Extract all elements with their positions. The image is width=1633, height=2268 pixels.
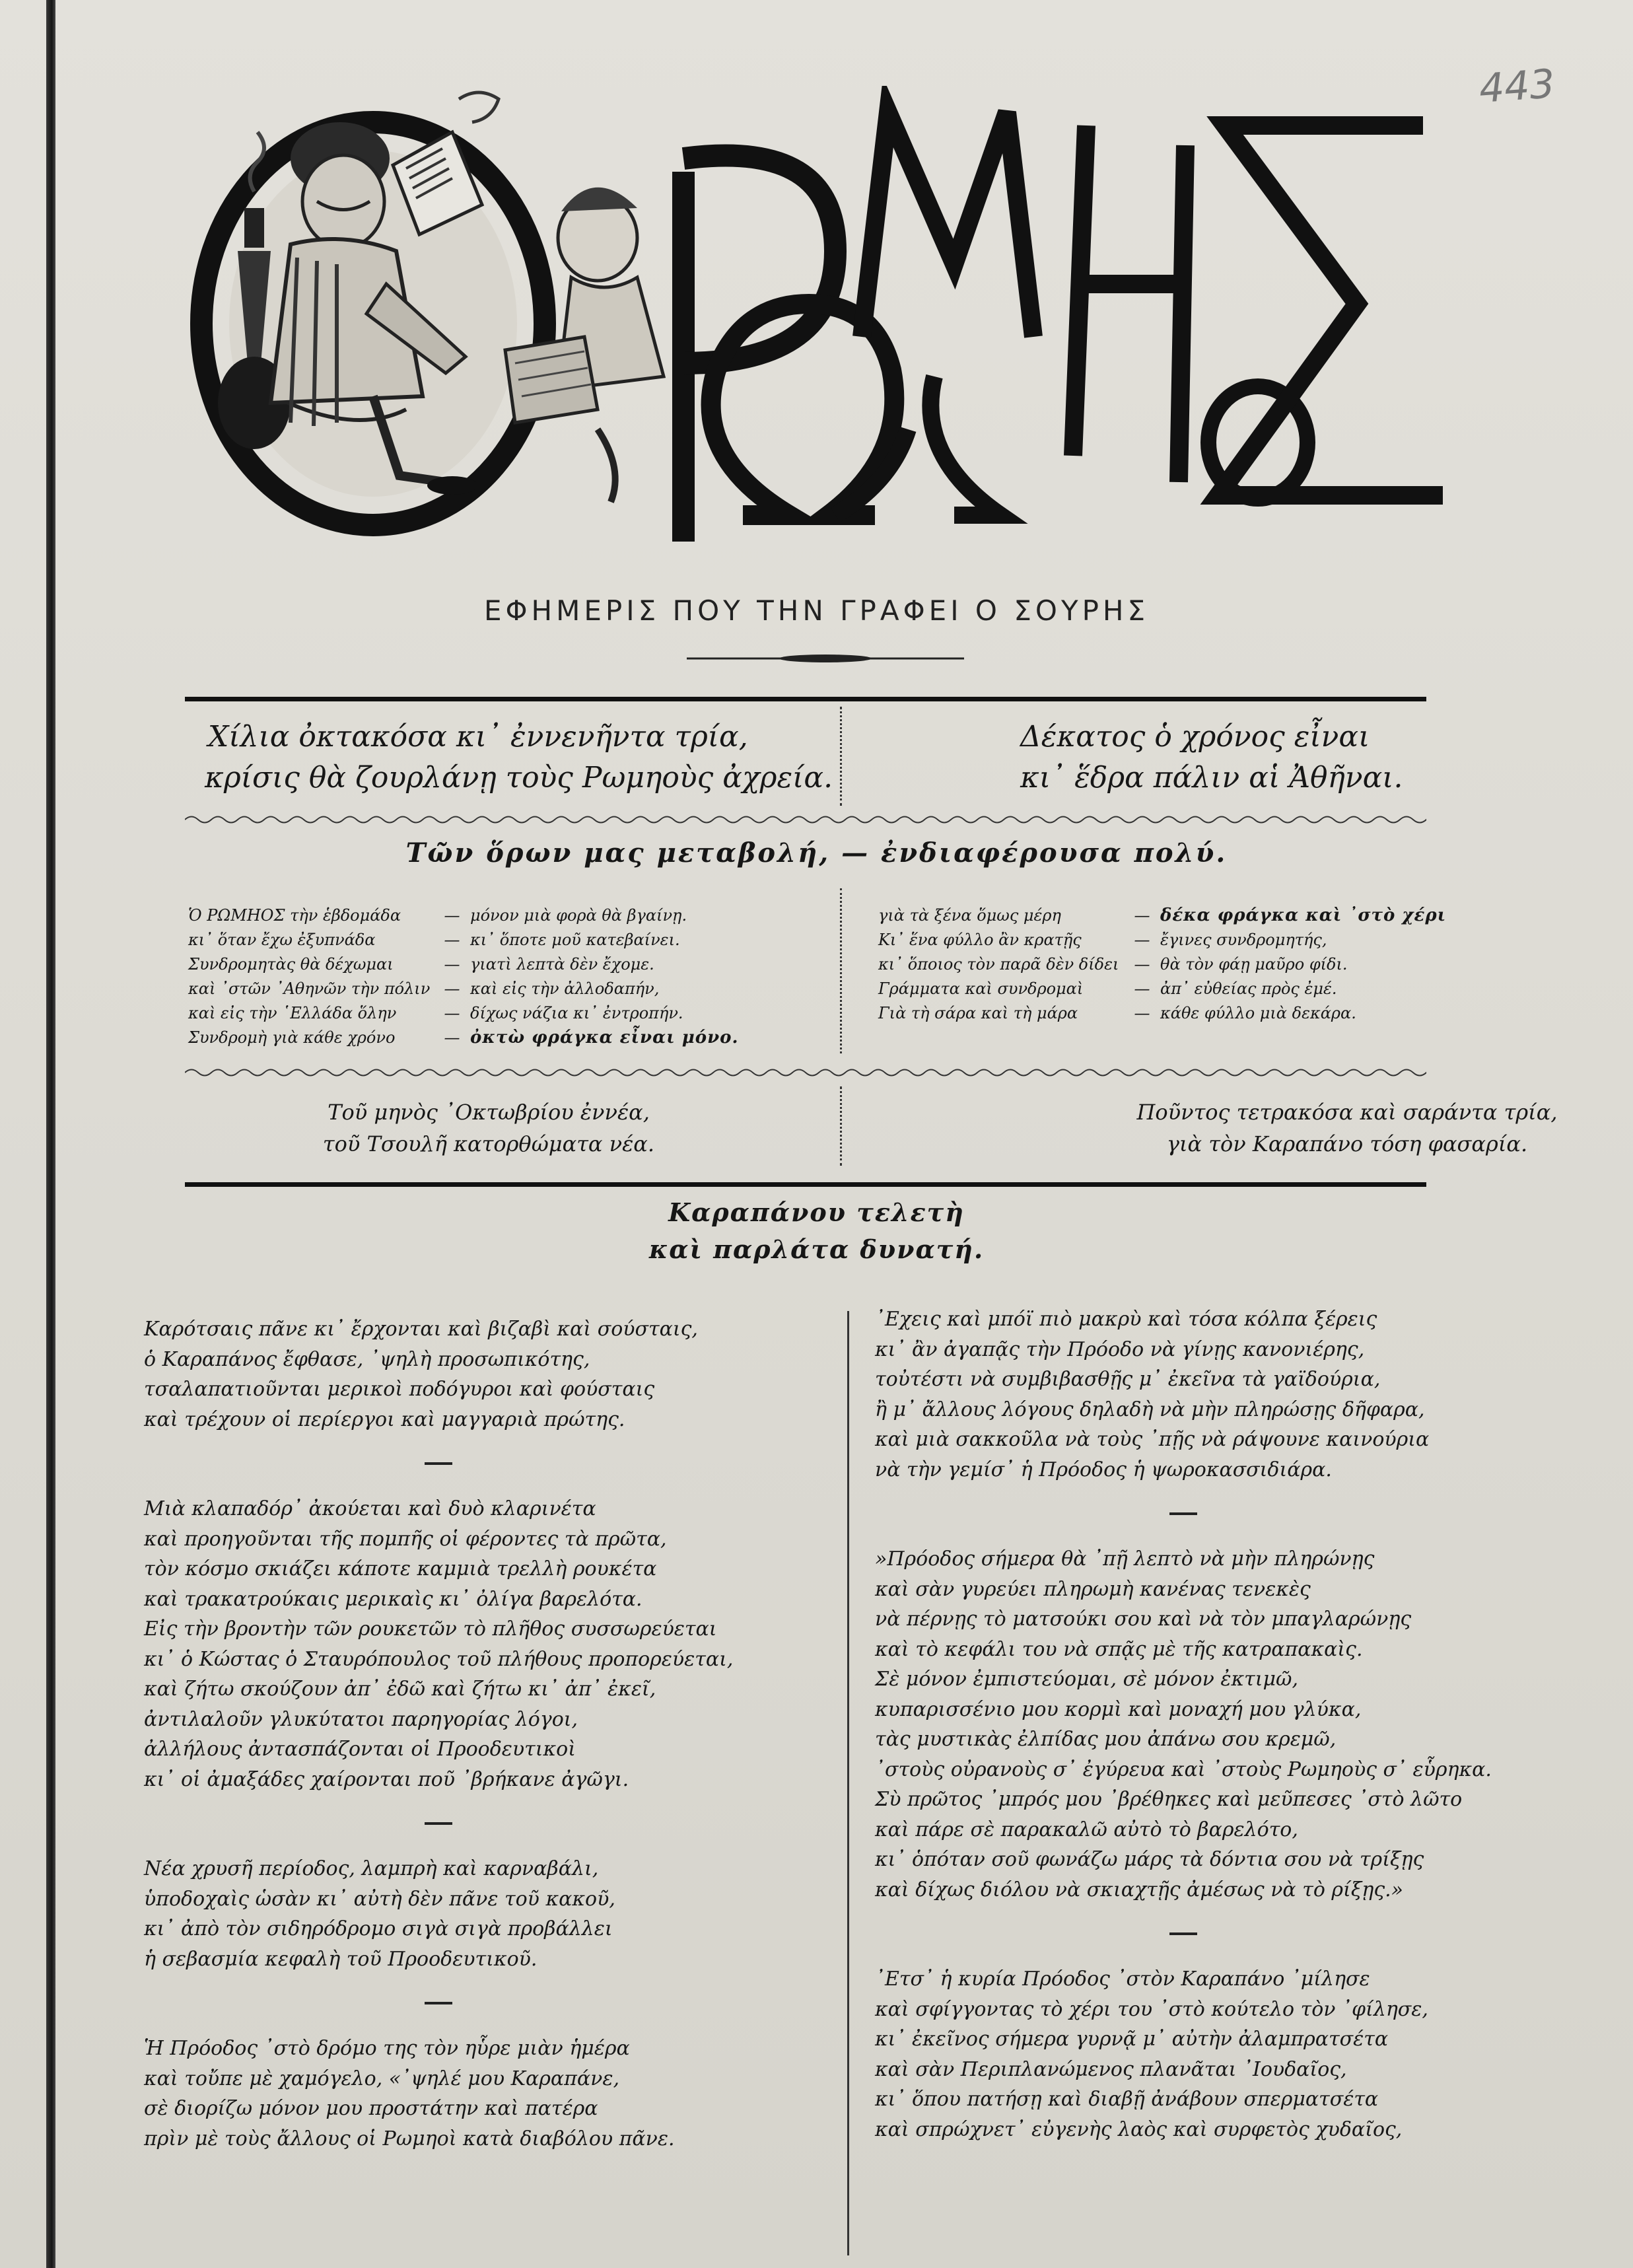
poem-line: ὑποδοχαὶς ὡσὰν κι᾽ αὐτὴ δὲν πᾶνε τοῦ κακοῦ, xyxy=(144,1887,615,1911)
article-title xyxy=(0,1194,1633,1268)
poem-line: κι᾽ ἐκεῖνος σήμερα γυρνᾷ μ᾽ αὐτὴν ἀλαμπρατσέτα xyxy=(875,2028,1389,2051)
poem-line: ᾽στοὺς οὐρανοὺς σ᾽ ἐγύρευα καὶ ᾽στοὺς Ρωμηοὺς σ᾽ εὗρηκα. xyxy=(875,1757,1492,1781)
terms-title: Τῶν ὅρων μας μεταβολή, — ἐνδιαφέρουσα πολύ. xyxy=(405,837,1228,868)
masthead-illustration xyxy=(175,86,1469,542)
verse-line: Τοῦ μηνὸς ᾽Οκτωβρίου ἐννέα, xyxy=(328,1100,650,1125)
terms-cell: κι᾽ ὅποιος τὸν παρᾶ δὲν δίδει xyxy=(878,955,1119,974)
page-number: 443 xyxy=(1477,61,1556,112)
masthead xyxy=(175,86,1469,542)
poem-line: »Πρόοδος σήμερα θὰ ᾽πῇ λεπτὸ νὰ μὴν πληρώνῃς xyxy=(875,1547,1375,1571)
poem-line: ᾽Εχεις καὶ μπόϊ πιὸ μακρὺ καὶ τόσα κόλπα ξέρεις xyxy=(875,1308,1377,1331)
terms-cell: δέκα φράγκα καὶ ᾽στὸ χέρι xyxy=(1160,905,1447,925)
terms-cell: κι᾽ ὅταν ἔχω ἐξυπνάδα xyxy=(188,931,376,949)
stanza-separator xyxy=(144,1974,733,2034)
terms-row xyxy=(188,952,739,977)
terms-cell: — xyxy=(444,1004,460,1022)
article-title-line: καὶ παρλάτα δυνατή. xyxy=(648,1234,985,1264)
poem-line: ἀλλήλους ἀντασπάζονται οἱ Προοδευτικοὶ xyxy=(144,1738,576,1761)
poem-line: σὲ διορίζω μόνον μου προστάτην καὶ πατέρα xyxy=(144,2097,598,2120)
subscription-terms-right xyxy=(878,904,1446,1026)
poem-line: τοὐτέστι νὰ συμβιβασθῇς μ᾽ ἐκεῖνα τὰ γαϊδούρια, xyxy=(875,1368,1381,1391)
poem-line: καὶ τοὔπε μὲ χαμόγελο, «᾽ψηλέ μου Καραπάνε, xyxy=(144,2067,620,2090)
poem-line: τὰς μυστικὰς ἐλπίδας μου ἀπάνω σου κρεμῶ, xyxy=(875,1728,1337,1751)
terms-row xyxy=(878,952,1446,977)
header-rule-top xyxy=(185,697,1426,701)
poem-line: κι᾽ ὁ Κώστας ὁ Σταυρόπουλος τοῦ πλήθους προπορεύεται, xyxy=(144,1647,734,1671)
terms-cell: καὶ εἰς τὴν ἀλλοδαπήν, xyxy=(470,979,660,998)
poem-line: ἡ σεβασμία κεφαλὴ τοῦ Προοδευτικοῦ. xyxy=(144,1947,538,1971)
poem-line: καὶ προηγοῦνται τῆς πομπῆς οἱ φέροντες τὰ πρῶτα, xyxy=(144,1527,667,1551)
poem-line: τὸν κόσμο σκιάζει κάποτε καμμιὰ τρελλὴ ρουκέτα xyxy=(144,1557,657,1580)
terms-row xyxy=(878,928,1446,952)
terms-row xyxy=(188,1026,739,1050)
title-letter-sigma xyxy=(1218,125,1443,495)
stanza-separator xyxy=(875,1485,1492,1544)
verse-line: Χίλια ὀκτακόσα κι᾽ ἐννενῆντα τρία, xyxy=(208,720,748,754)
article-title-line: Καραπάνου τελετὴ xyxy=(668,1197,965,1227)
verse-line: κρίσις θὰ ζουρλάνῃ τοὺς Ρωμηοὺς ἀχρεία. xyxy=(205,761,833,795)
terms-cell: — xyxy=(444,931,460,949)
verse-line: Δέκατος ὁ χρόνος εἶναι xyxy=(1020,720,1370,754)
header-couplet-left xyxy=(205,717,833,798)
date-couplet-left xyxy=(284,1096,693,1160)
header-couplet-right xyxy=(1020,717,1403,798)
poem-line: Σὺ πρῶτος ᾽μπρός μου ᾽βρέθηκες καὶ μεῦπεσες ᾽στὸ λῶτο xyxy=(875,1788,1463,1811)
terms-cell: — xyxy=(1134,906,1150,925)
article-column-right xyxy=(875,1304,1492,2144)
terms-cell: δίχως νάζια κι᾽ ἐντροπήν. xyxy=(470,1004,683,1022)
terms-cell: — xyxy=(444,955,460,974)
column-rule xyxy=(847,1311,849,2255)
terms-cell: μόνον μιὰ φορὰ θὰ βγαίνῃ. xyxy=(470,906,687,925)
poem-line: ᾽Ετσ᾽ ἡ κυρία Πρόοδος ᾽στὸν Καραπάνο ᾽μίλησε xyxy=(875,1967,1370,1991)
binding-spine xyxy=(46,0,55,2268)
poem-line: καὶ σφίγγοντας τὸ χέρι του ᾽στὸ κούτελο τὸν ᾽φίλησε, xyxy=(875,1997,1428,2021)
stanza-separator xyxy=(875,1905,1492,1964)
poem-line: ὁ Καραπάνος ἔφθασε, ᾽ψηλὴ προσωπικότης, xyxy=(144,1347,590,1371)
terms-cell: κάθε φύλλο μιὰ δεκάρα. xyxy=(1160,1004,1356,1022)
title-letter-eta xyxy=(1073,125,1185,482)
terms-cell: Συνδρομὴ γιὰ κάθε χρόνο xyxy=(188,1028,396,1047)
article-column-left xyxy=(144,1314,733,2154)
stanza-separator xyxy=(144,1794,733,1854)
poem-line: κι᾽ οἱ ἀμαξάδες χαίρονται ποῦ ᾽βρήκανε ἀγῶγι. xyxy=(144,1767,629,1791)
stanza-separator xyxy=(144,1435,733,1494)
terms-cell: γιὰ τὰ ξένα ὅμως μέρη xyxy=(878,906,1061,925)
poem-line: καὶ πάρε σὲ παρακαλῶ αὐτὸ τὸ βαρελότο, xyxy=(875,1818,1298,1841)
terms-cell: Γράμματα καὶ συνδρομαὶ xyxy=(878,979,1084,998)
title-letter-mu xyxy=(862,112,1033,337)
poem-line: καὶ δίχως διόλου νὰ σκιαχτῇς ἀμέσως νὰ τὸ ρίξῃς.» xyxy=(875,1878,1404,1901)
poem-line: καὶ μιὰ σακκοῦλα νὰ τοὺς ᾽πῇς νὰ ράψουνε καινούρια xyxy=(875,1428,1430,1451)
terms-row xyxy=(878,977,1446,1001)
verse-line: Ποῦντος τετρακόσα καὶ σαράντα τρία, xyxy=(1136,1100,1558,1125)
masthead-subtitle: ΕΦΗΜΕΡΙΣ ΠΟΥ ΤΗΝ ΓΡΑΦΕΙ Ο ΣΟΥΡΗΣ xyxy=(483,594,1150,627)
terms-row xyxy=(188,904,739,928)
terms-row xyxy=(188,928,739,952)
poem-line: Νέα χρυσῆ περίοδος, λαμπρὴ καὶ καρναβάλι, xyxy=(144,1857,599,1880)
poem-line: πρὶν μὲ τοὺς ἄλλους οἱ Ρωμηοὶ κατὰ διαβόλου πᾶνε. xyxy=(144,2127,675,2150)
terms-cell: — xyxy=(444,1028,460,1047)
terms-cell: — xyxy=(444,979,460,998)
terms-cell: ἀπ᾽ εὐθείας πρὸς ἐμέ. xyxy=(1160,979,1337,998)
poem-line: καὶ σπρώχνετ᾽ εὐγενὴς λαὸς καὶ συρφετὸς χυδαῖος, xyxy=(875,2117,1403,2141)
terms-cell: Συνδρομητὰς θὰ δέχωμαι xyxy=(188,955,394,974)
column-divider xyxy=(840,707,852,806)
terms-cell: — xyxy=(1134,931,1150,949)
poem-line: κι᾽ ἀπὸ τὸν σιδηρόδρομο σιγὰ σιγὰ προβάλλει xyxy=(144,1917,613,1940)
poem-line: Ἡ Πρόοδος ᾽στὸ δρόμο της τὸν ηὗρε μιὰν ἡμέρα xyxy=(144,2037,630,2060)
poem-line: Σὲ μόνον ἐμπιστεύομαι, σὲ μόνον ἐκτιμῶ, xyxy=(875,1668,1298,1691)
poem-line: Εἰς τὴν βροντὴν τῶν ρουκετῶν τὸ πλῆθος συσσωρεύεται xyxy=(144,1617,717,1641)
terms-row xyxy=(188,1001,739,1026)
poem-line: καὶ τρακατρούκαις μερικαὶς κι᾽ ὀλίγα βαρελότα. xyxy=(144,1587,643,1611)
poem-line: καὶ σὰν γυρεύει πληρωμὴ κανένας τενεκὲς xyxy=(875,1577,1311,1601)
column-divider xyxy=(840,888,852,1053)
terms-cell: κι᾽ ὅποτε μοῦ κατεβαίνει. xyxy=(470,931,680,949)
terms-cell: ἔγινες συνδρομητής, xyxy=(1160,931,1327,949)
wavy-rule xyxy=(185,814,1426,826)
poem-line: ἢ μ᾽ ἄλλους λόγους δηλαδὴ νὰ μὴν πληρώσῃς δῆφαρα, xyxy=(875,1398,1425,1421)
poem-line: νὰ πέρνῃς τὸ ματσούκι σου καὶ νὰ τὸν μπαγλαρώνῃς xyxy=(875,1608,1412,1631)
verse-line: κι᾽ ἕδρα πάλιν αἱ Ἀθῆναι. xyxy=(1020,761,1403,795)
poem-line: καὶ τὸ κεφάλι του νὰ σπᾷς μὲ τῆς κατραπακαὶς. xyxy=(875,1637,1363,1661)
terms-cell: ὀκτὼ φράγκα εἶναι μόνο. xyxy=(470,1028,739,1047)
terms-row xyxy=(878,904,1446,928)
terms-row xyxy=(188,977,739,1001)
terms-row xyxy=(878,1001,1446,1026)
header-rule-bottom xyxy=(185,1182,1426,1187)
column-divider xyxy=(840,1086,852,1166)
poem-line: κυπαρισσένιο μου κορμὶ καὶ μοναχή μου γλύκα, xyxy=(875,1697,1362,1721)
terms-cell: καὶ ᾽στῶν ᾽Αθηνῶν τὴν πόλιν xyxy=(188,979,431,998)
terms-cell: — xyxy=(1134,955,1150,974)
poem-line: νὰ τὴν γεμίσ᾽ ἡ Πρόοδος ἡ ψωροκασσιδιάρα. xyxy=(875,1458,1332,1481)
ornament-divider xyxy=(687,651,964,666)
terms-cell: — xyxy=(1134,1004,1150,1022)
poem-line: κι᾽ ὅπου πατήσῃ καὶ διαβῇ ἀνάβουν σπερματσέτα xyxy=(875,2088,1379,2111)
subscription-terms-left xyxy=(188,904,739,1050)
verse-line: τοῦ Τσουλῆ κατορθώματα νέα. xyxy=(322,1131,655,1156)
poem-line: ἀντιλαλοῦν γλυκύτατοι παρηγορίας λόγοι, xyxy=(144,1707,578,1731)
terms-cell: — xyxy=(444,906,460,925)
terms-cell: γιατὶ λεπτὰ δὲν ἔχομε. xyxy=(470,955,654,974)
poem-line: Μιὰ κλαπαδόρ᾽ ἀκούεται καὶ δυὸ κλαρινέτα xyxy=(144,1497,596,1520)
poem-line: Καρότσαις πᾶνε κι᾽ ἔρχονται καὶ βιζαβὶ καὶ σούσταις, xyxy=(144,1318,698,1341)
wavy-rule xyxy=(185,1067,1426,1079)
poem-line: κι᾽ ὁπόταν σοῦ φωνάζω μάρς τὰ δόντια σου νὰ τρίξῃς xyxy=(875,1848,1424,1871)
poem-line: καὶ ζήτω σκούζουν ἀπ᾽ ἐδῶ καὶ ζήτω κι᾽ ἀπ᾽ ἐκεῖ, xyxy=(144,1678,656,1701)
poem-line: καὶ τρέχουν οἱ περίεργοι καὶ μαγγαριὰ πρώτης. xyxy=(144,1407,625,1431)
terms-cell: Ὁ ΡΩΜΗΟΣ τὴν ἑβδομάδα xyxy=(188,906,401,925)
terms-cell: θὰ τὸν φάῃ μαῦρο φίδι. xyxy=(1160,955,1348,974)
poem-line: τσαλαπατιοῦνται μερικοὶ ποδόγυροι καὶ φούσταις xyxy=(144,1378,655,1401)
terms-cell: Γιὰ τὴ σάρα καὶ τὴ μάρα xyxy=(878,1004,1078,1022)
terms-cell: καὶ εἰς τὴν ῾Ελλάδα ὅλην xyxy=(188,1004,397,1022)
terms-cell: Κι᾽ ἕνα φύλλο ἂν κρατῇς xyxy=(878,931,1082,949)
verse-line: γιὰ τὸν Καραπάνο τόση φασαρία. xyxy=(1166,1131,1528,1156)
poem-line: καὶ σὰν Περιπλανώμενος πλανᾶται ᾽Ιουδαῖος, xyxy=(875,2057,1347,2081)
terms-cell: — xyxy=(1134,979,1150,998)
date-couplet-right xyxy=(1109,1096,1585,1160)
poem-line: κι᾽ ἂν ἀγαπᾷς τὴν Πρόοδο νὰ γίνῃς κανονιέρης, xyxy=(875,1337,1365,1361)
